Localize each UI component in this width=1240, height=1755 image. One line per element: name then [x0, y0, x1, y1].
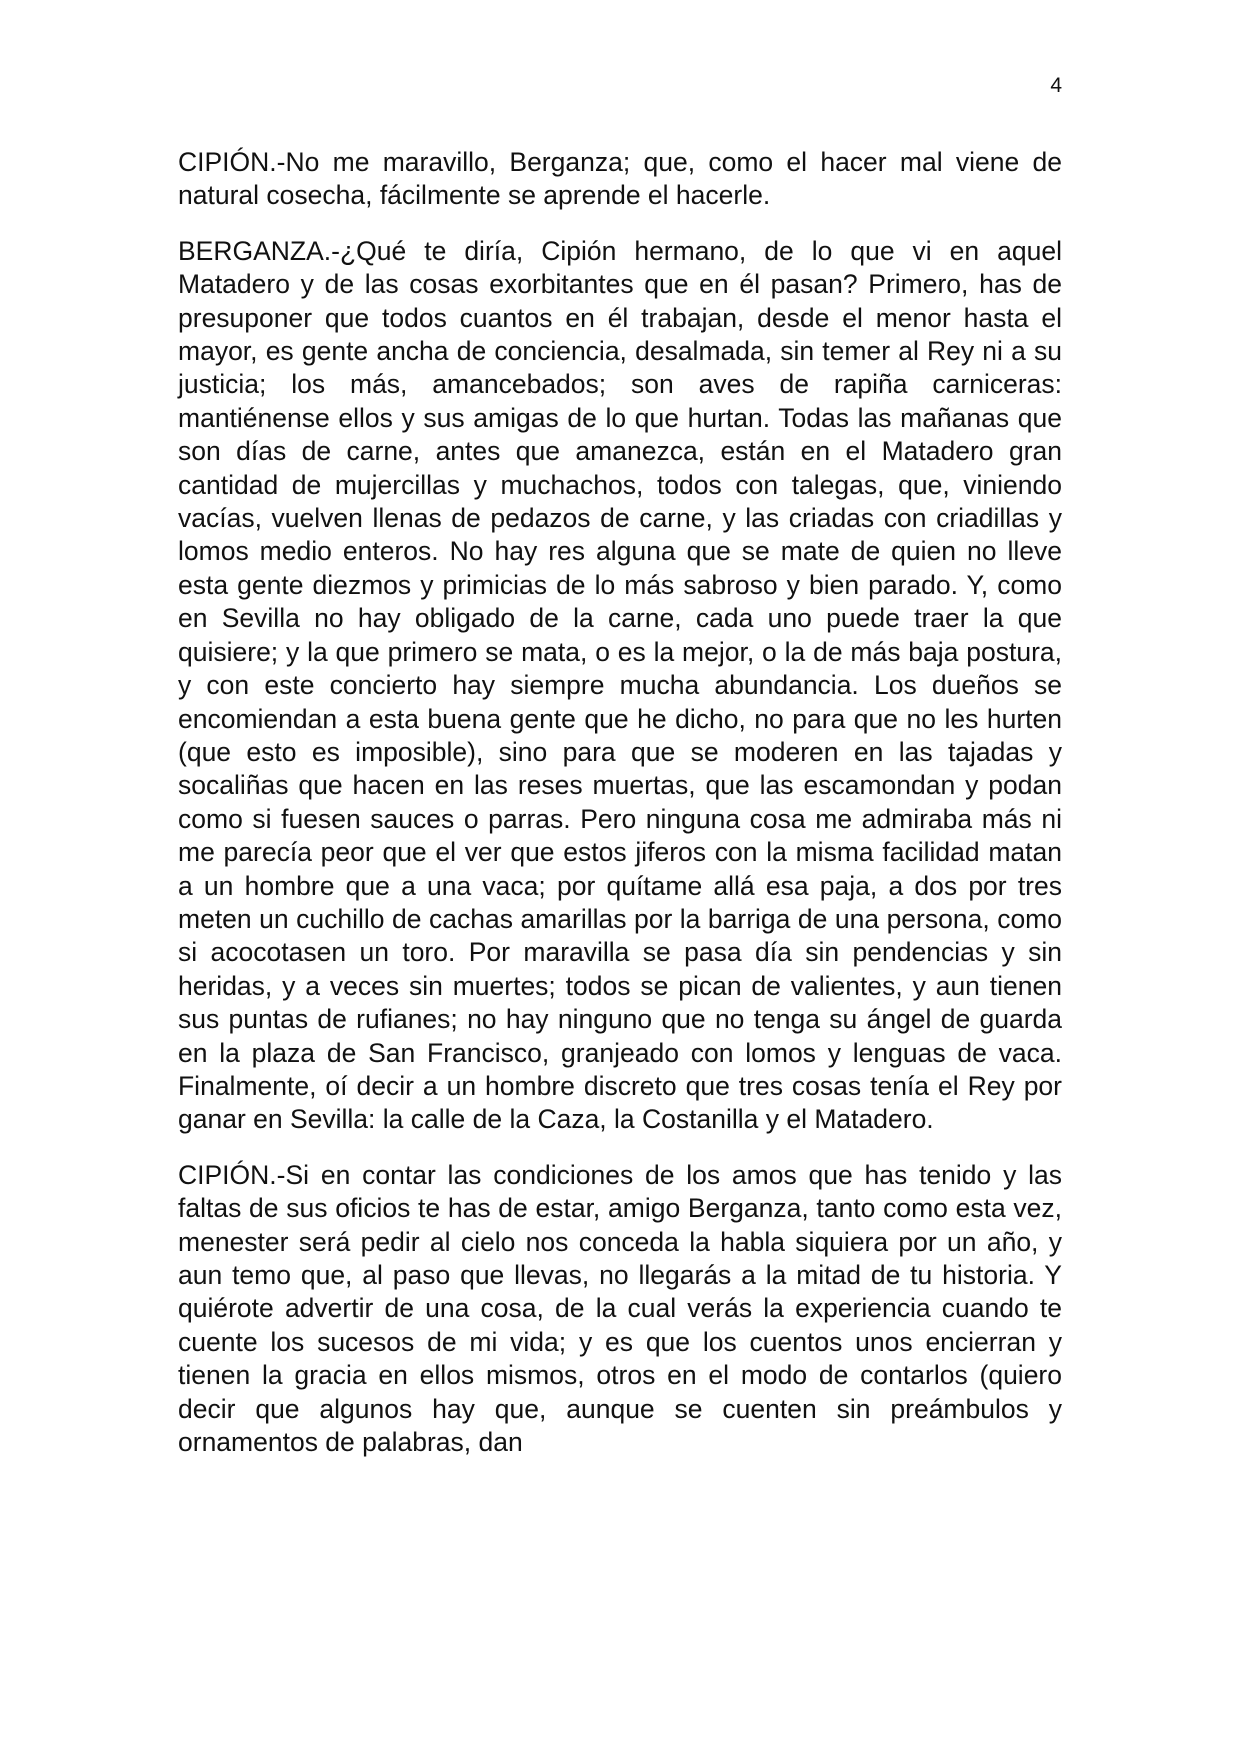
paragraph-berganza: BERGANZA.-¿Qué te diría, Cipión hermano, de lo que vi en aquel Matadero y de las cosas exorbitantes que en él pasan? Primero, has de presuponer que todos cuantos en él trabajan, desde el menor hasta el mayor, es gente ancha de conciencia, desalmada, sin temer al Rey ni a su justicia; los más, amancebados; son aves de rapiña carniceras: mantiénense ellos y sus amigas de lo que hurtan. Todas las mañanas que son días de carne, antes que amanezca, están en el Matadero gran cantidad de mujercillas y muchachos, todos con talegas, que, viniendo vacías, vuelven llenas de pedazos de carne, y las criadas con criadillas y lomos medio enteros. No hay res alguna que se mate de quien no lleve esta gente diezmos y primicias de lo más sabroso y bien parado. Y, como en Sevilla no hay obligado de la carne, cada uno puede traer la que quisiere; y la que primero se mata, o es la mejor, o la de más baja postura, y con este concierto hay siempre mucha abundancia. Los dueños se encomiendan a esta buena gente que he dicho, no para que no les hurten (que esto es imposible), sino para que se moderen en las tajadas y socaliñas que hacen en las reses muertas, que las escamondan y podan como si fuesen sauces o parras. Pero ninguna cosa me admiraba más ni me parecía peor que el ver que estos jiferos con la misma facilidad matan a un hombre que a una vaca; por quítame allá esa paja, a dos por tres meten un cuchillo de cachas amarillas por la barriga de una persona, como si acocotasen un toro. Por maravilla se pasa día sin pendencias y sin heridas, y a veces sin muertes; todos se pican de valientes, y aun tienen sus puntas de rufianes; no hay ninguno que no tenga su ángel de guarda en la plaza de San Francisco, granjeado con lomos y lenguas de vaca. Finalmente, oí decir a un hombre discreto que tres cosas tenía el Rey por ganar en Sevilla: la calle de la Caza, la Costanilla y el Matadero. [178, 235, 1062, 1135]
paragraph-cipion-1: CIPIÓN.-No me maravillo, Berganza; que, como el hacer mal viene de natural cosecha, fácilmente se aprende el hacerle. [178, 147, 1062, 211]
page-number: 4 [1050, 74, 1062, 97]
document-body [178, 146, 1062, 1481]
paragraph-cipion-2: CIPIÓN.-Si en contar las condiciones de los amos que has tenido y las faltas de sus oficios te has de estar, amigo Berganza, tanto como esta vez, menester será pedir al cielo nos conceda la habla siquiera por un año, y aun temo que, al paso que llevas, no llegarás a la mitad de tu historia. Y quiérote advertir de una cosa, de la cual verás la experiencia cuando te cuente los sucesos de mi vida; y es que los cuentos unos encierran y tienen la gracia en ellos mismos, otros en el modo de contarlos (quiero decir que algunos hay que, aunque se cuenten sin preámbulos y ornamentos de palabras, dan [178, 1159, 1062, 1458]
